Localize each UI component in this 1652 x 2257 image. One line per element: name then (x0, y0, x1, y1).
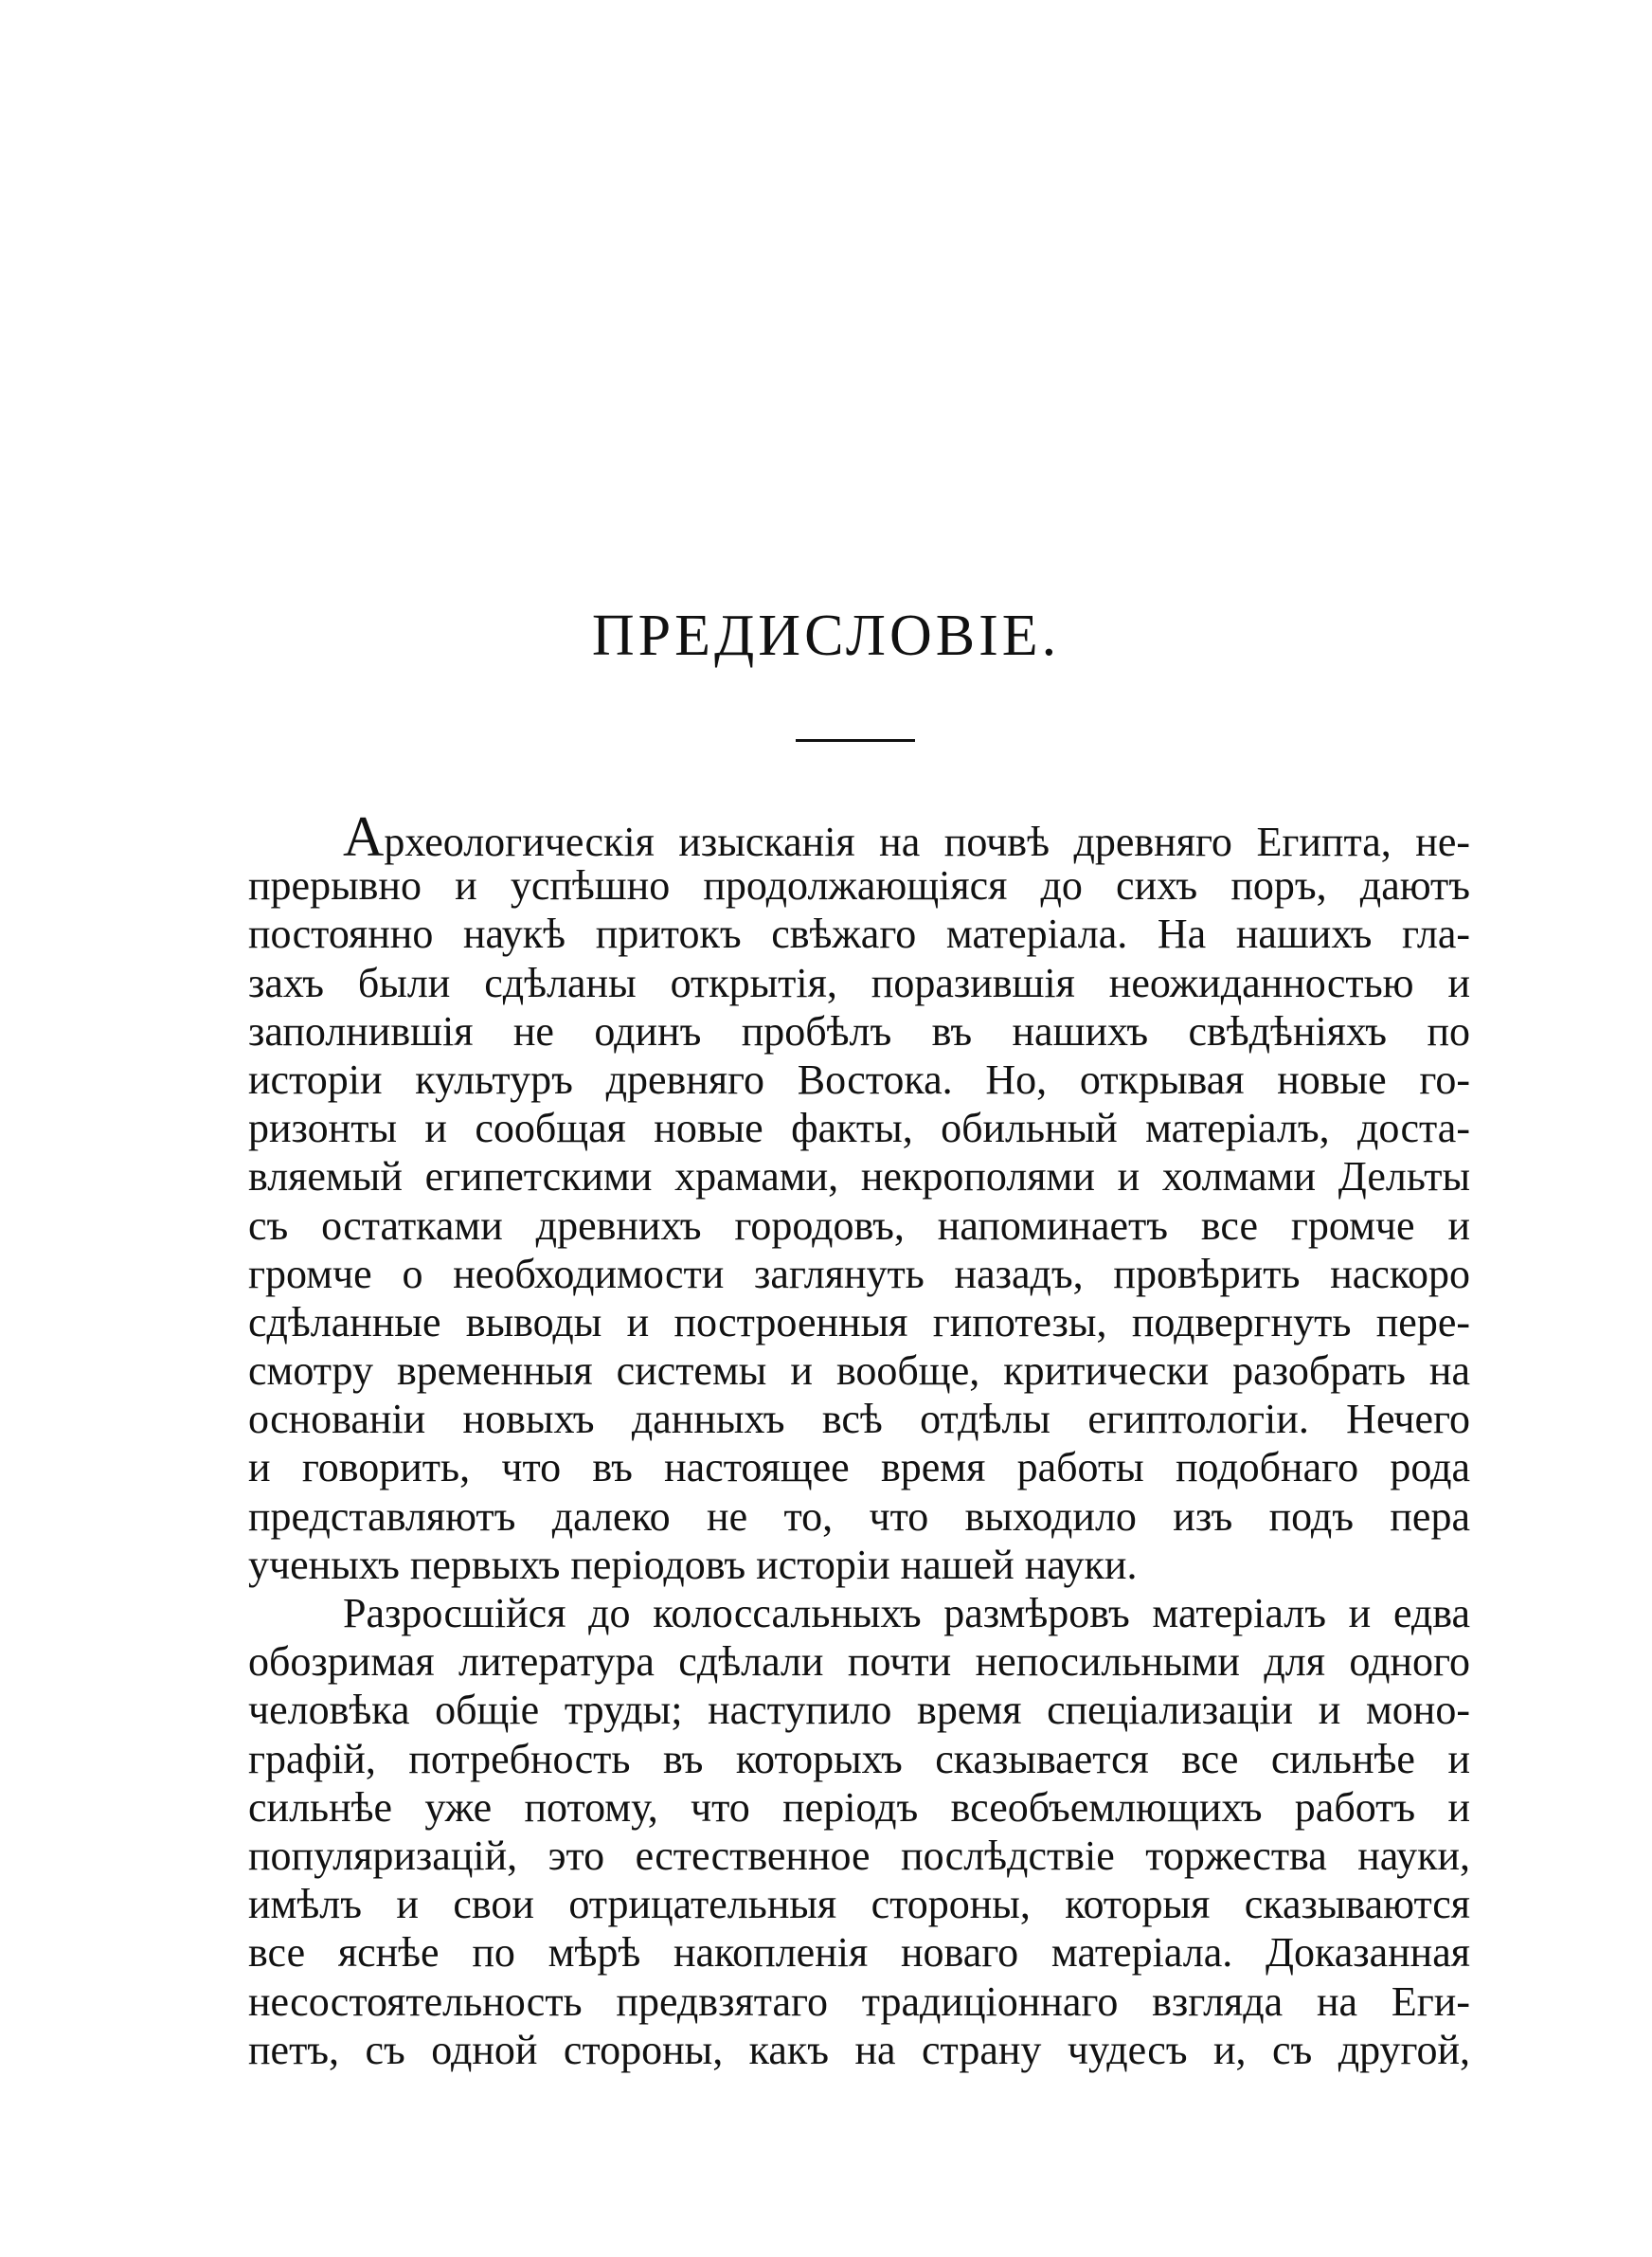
title-divider (796, 739, 915, 742)
text-line: несостоятельность предвзятаго традиціоннаго взгляда на Еги- (248, 1977, 1470, 2025)
text-line: сильнѣе уже потому, что періодъ всеобъемлющихъ работъ и (248, 1783, 1470, 1831)
paragraph-2-first-line: Разросшійся до колоссальныхъ размѣровъ матеріалъ и едва (343, 1590, 1470, 1636)
text-line: заполнившія не одинъ пробѣлъ въ нашихъ свѣдѣніяхъ по (248, 1007, 1470, 1055)
text-line: захъ были сдѣланы открытія, поразившія неожиданностью и (248, 959, 1470, 1006)
drop-cap: А (343, 805, 385, 868)
text-line: популяризацій, это естественное послѣдствіе торжества науки, (248, 1832, 1470, 1879)
text-line: графій, потребность въ которыхъ сказывается все сильнѣе и (248, 1735, 1470, 1782)
text-line: ученыхъ первыхъ періодовъ исторіи нашей науки. (248, 1541, 1138, 1588)
text-line: исторіи культуръ древняго Востока. Но, открывая новые го- (248, 1056, 1470, 1103)
text-line: представляютъ далеко не то, что выходило изъ подъ пера (248, 1492, 1470, 1540)
first-line-text: рхеологическія изысканія на почвѣ древняго Египта, не- (384, 819, 1470, 865)
text-line: вляемый египетскими храмами, некрополями и холмами Дельты (248, 1153, 1470, 1201)
text-line: сдѣланные выводы и построенныя гипотезы, подвергнуть пере- (248, 1298, 1470, 1345)
text-line: прерывно и успѣшно продолжающіяся до сихъ поръ, даютъ (248, 862, 1470, 910)
text-line: имѣлъ и свои отрицательныя стороны, которыя сказываются (248, 1881, 1470, 1928)
page-title: ПРЕДИСЛОВІЕ. (591, 604, 1061, 668)
text-line: съ остатками древнихъ городовъ, напоминаетъ все громче и (248, 1201, 1470, 1249)
text-line: громче о необходимости заглянуть назадъ, провѣрить наскоро (248, 1250, 1470, 1297)
text-line: постоянно наукѣ притокъ свѣжаго матеріала. На нашихъ гла- (248, 911, 1470, 958)
text-line: основаніи новыхъ данныхъ всѣ отдѣлы египтологіи. Нечего (248, 1396, 1470, 1443)
text-line: обозримая литература сдѣлали почти непосильными для одного (248, 1638, 1470, 1686)
text-line: петъ, съ одной стороны, какъ на страну чудесъ и, съ другой, (248, 2026, 1470, 2073)
paragraph-1-first-line (248, 805, 1470, 868)
text-line: и говорить, что въ настоящее время работы подобнаго рода (248, 1444, 1470, 1491)
text-line: ризонты и сообщая новые факты, обильный матеріалъ, доста- (248, 1105, 1470, 1152)
text-line: человѣка общіе труды; наступило время спеціализаціи и моно- (248, 1687, 1470, 1734)
text-line: все яснѣе по мѣрѣ накопленія новаго матеріала. Доказанная (248, 1929, 1470, 1977)
body-text (248, 805, 1470, 2074)
text-line: смотру временныя системы и вообще, критически разобрать на (248, 1347, 1470, 1395)
